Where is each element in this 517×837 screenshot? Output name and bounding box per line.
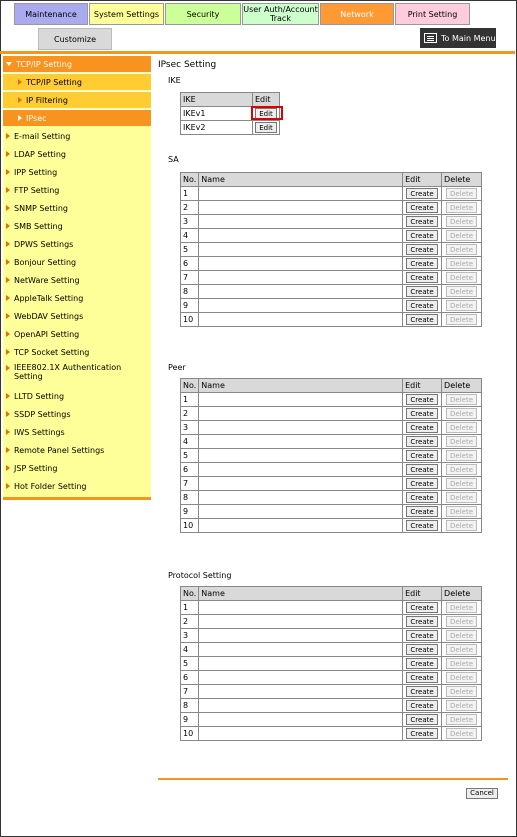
row-name [199, 271, 403, 285]
row-name [199, 435, 403, 449]
table-row [181, 629, 482, 643]
row-number: 7 [181, 685, 199, 699]
table-row [181, 601, 482, 615]
row-number: 5 [181, 449, 199, 463]
peer-delete-button[interactable]: Delete [446, 450, 477, 461]
table-row [181, 299, 482, 313]
row-number: 9 [181, 505, 199, 519]
peer-delete-button[interactable]: Delete [446, 478, 477, 489]
protocol-section-label: Protocol Setting [168, 571, 232, 580]
sidebar-item-ipp[interactable] [3, 164, 151, 180]
tab-print-setting-label: Print Setting [407, 9, 458, 19]
sidebar-item-label: AppleTalk Setting [14, 293, 84, 303]
sa-delete-button[interactable]: Delete [446, 202, 477, 213]
protocol-delete-button[interactable]: Delete [446, 616, 477, 627]
row-number: 6 [181, 257, 199, 271]
protocol-header-name: Name [199, 587, 403, 601]
protocol-create-button[interactable]: Create [406, 686, 437, 697]
tab-maintenance[interactable] [14, 3, 88, 25]
arrow-icon [6, 331, 10, 337]
sa-create-button[interactable]: Create [406, 202, 437, 213]
to-main-menu-button[interactable] [420, 28, 496, 48]
sa-header-edit: Edit [403, 173, 442, 187]
arrow-icon [18, 97, 22, 103]
sidebar-item-label: IEEE802.1X Authentication Setting [14, 363, 122, 381]
protocol-create-button[interactable]: Create [406, 728, 437, 739]
expanded-arrow-icon [6, 62, 12, 66]
arrow-icon [6, 187, 10, 193]
table-row [181, 229, 482, 243]
table-row [181, 271, 482, 285]
sa-create-button[interactable]: Create [406, 230, 437, 241]
sidebar-item-ieee8021x[interactable] [3, 363, 151, 385]
row-name [199, 477, 403, 491]
protocol-create-button[interactable]: Create [406, 658, 437, 669]
sidebar-item-jsp[interactable] [3, 460, 151, 476]
page-title: IPsec Setting [158, 60, 217, 70]
table-row [181, 435, 482, 449]
peer-delete-button[interactable]: Delete [446, 422, 477, 433]
row-number: 10 [181, 727, 199, 741]
row-name [199, 519, 403, 533]
peer-create-button[interactable]: Create [406, 464, 437, 475]
header-divider [0, 51, 515, 54]
sidebar-item-label: OpenAPI Setting [14, 329, 80, 339]
arrow-icon [6, 205, 10, 211]
arrow-icon [6, 259, 10, 265]
table-row [181, 285, 482, 299]
row-name [199, 285, 403, 299]
sidebar-item-lltd[interactable] [3, 388, 151, 404]
peer-delete-button[interactable]: Delete [446, 506, 477, 517]
table-row [181, 463, 482, 477]
sidebar-item-appletalk[interactable] [3, 290, 151, 306]
protocol-create-button[interactable]: Create [406, 630, 437, 641]
row-number: 1 [181, 393, 199, 407]
row-name [199, 421, 403, 435]
peer-header-edit: Edit [403, 379, 442, 393]
row-name [199, 727, 403, 741]
protocol-delete-button[interactable]: Delete [446, 644, 477, 655]
row-name [199, 657, 403, 671]
sidebar-item-iws[interactable] [3, 424, 151, 440]
sa-header-no: No. [181, 173, 199, 187]
sa-delete-button[interactable]: Delete [446, 272, 477, 283]
ike-section-label: IKE [168, 76, 181, 85]
table-row [181, 449, 482, 463]
protocol-create-button[interactable]: Create [406, 602, 437, 613]
protocol-delete-button[interactable]: Delete [446, 714, 477, 725]
peer-delete-button[interactable]: Delete [446, 464, 477, 475]
table-row [181, 713, 482, 727]
sa-header-name: Name [199, 173, 403, 187]
peer-delete-button[interactable]: Delete [446, 492, 477, 503]
sa-create-button[interactable]: Create [406, 286, 437, 297]
row-number: 6 [181, 671, 199, 685]
sidebar-item-label: Bonjour Setting [14, 257, 77, 267]
sa-delete-button[interactable]: Delete [446, 216, 477, 227]
arrow-icon [6, 241, 10, 247]
protocol-delete-button[interactable]: Delete [446, 686, 477, 697]
protocol-delete-button[interactable]: Delete [446, 658, 477, 669]
row-number: 2 [181, 201, 199, 215]
peer-create-button[interactable]: Create [406, 408, 437, 419]
sidebar-item-label: LLTD Setting [14, 391, 65, 401]
tab-security[interactable] [165, 3, 241, 25]
sidebar [3, 56, 151, 497]
sa-header-delete: Delete [442, 173, 482, 187]
row-name [199, 243, 403, 257]
ike-header-ike: IKE [181, 93, 253, 107]
peer-create-button[interactable]: Create [406, 492, 437, 503]
table-row [181, 313, 482, 327]
peer-table [180, 378, 482, 533]
row-name [199, 615, 403, 629]
table-row [181, 243, 482, 257]
row-name [199, 215, 403, 229]
row-number: 7 [181, 477, 199, 491]
peer-create-button[interactable]: Create [406, 506, 437, 517]
row-name [199, 299, 403, 313]
arrow-icon [6, 277, 10, 283]
tab-print-setting[interactable] [395, 3, 470, 25]
row-name [199, 629, 403, 643]
sidebar-item-snmp[interactable] [3, 200, 151, 216]
row-number: 10 [181, 313, 199, 327]
arrow-icon [18, 115, 22, 121]
tab-customize-label: Customize [54, 34, 96, 44]
table-row [181, 201, 482, 215]
sa-create-button[interactable]: Create [406, 314, 437, 325]
protocol-delete-button[interactable]: Delete [446, 602, 477, 613]
arrow-icon [6, 223, 10, 229]
peer-create-button[interactable]: Create [406, 520, 437, 531]
table-row [181, 519, 482, 533]
peer-delete-button[interactable]: Delete [446, 408, 477, 419]
sa-create-button[interactable]: Create [406, 258, 437, 269]
row-name [199, 449, 403, 463]
arrow-icon [6, 465, 10, 471]
peer-delete-button[interactable]: Delete [446, 394, 477, 405]
sa-delete-button[interactable]: Delete [446, 230, 477, 241]
peer-header-no: No. [181, 379, 199, 393]
arrow-icon [6, 483, 10, 489]
sidebar-item-label: IPsec [26, 113, 47, 123]
protocol-header-delete: Delete [442, 587, 482, 601]
sidebar-item-label: Remote Panel Settings [14, 445, 105, 455]
sa-delete-button[interactable]: Delete [446, 258, 477, 269]
sidebar-item-label: IP Filtering [26, 95, 68, 105]
protocol-delete-button[interactable]: Delete [446, 700, 477, 711]
peer-delete-button[interactable]: Delete [446, 520, 477, 531]
table-row [181, 491, 482, 505]
row-number: 1 [181, 601, 199, 615]
tab-security-label: Security [186, 9, 220, 19]
sidebar-item-ftp[interactable] [3, 182, 151, 198]
peer-section-label: Peer [168, 363, 186, 372]
arrow-icon [6, 447, 10, 453]
sa-table [180, 172, 482, 327]
peer-create-button[interactable]: Create [406, 422, 437, 433]
table-row [181, 393, 482, 407]
protocol-create-button[interactable]: Create [406, 700, 437, 711]
row-number: 9 [181, 713, 199, 727]
ikev2-edit-button[interactable]: Edit [255, 122, 277, 133]
row-name [199, 313, 403, 327]
protocol-table [180, 586, 482, 741]
sidebar-item-label: IWS Settings [14, 427, 65, 437]
content-bottom-line [158, 778, 508, 780]
highlight-box [251, 106, 283, 120]
row-number: 5 [181, 657, 199, 671]
table-row [181, 407, 482, 421]
sidebar-item-label: WebDAV Settings [14, 311, 84, 321]
peer-create-button[interactable]: Create [406, 436, 437, 447]
row-name [199, 229, 403, 243]
protocol-create-button[interactable]: Create [406, 616, 437, 627]
sidebar-item-label: IPP Setting [14, 167, 58, 177]
sidebar-item-webdav[interactable] [3, 308, 151, 324]
peer-create-button[interactable]: Create [406, 478, 437, 489]
peer-delete-button[interactable]: Delete [446, 436, 477, 447]
row-number: 10 [181, 519, 199, 533]
sa-create-button[interactable]: Create [406, 272, 437, 283]
row-number: 3 [181, 215, 199, 229]
row-number: 2 [181, 407, 199, 421]
row-number: 8 [181, 491, 199, 505]
table-row [181, 421, 482, 435]
sa-delete-button[interactable]: Delete [446, 300, 477, 311]
sidebar-item-tcp-socket[interactable] [3, 344, 151, 360]
table-row [181, 187, 482, 201]
row-number: 8 [181, 285, 199, 299]
sa-create-button[interactable]: Create [406, 216, 437, 227]
row-name [199, 601, 403, 615]
row-name [199, 393, 403, 407]
row-number: 3 [181, 629, 199, 643]
ike-header-edit: Edit [253, 93, 280, 107]
tab-system-settings[interactable] [89, 3, 164, 25]
sidebar-item-openapi[interactable] [3, 326, 151, 342]
sidebar-item-hot-folder[interactable] [3, 478, 151, 494]
row-name [199, 257, 403, 271]
tab-user-auth[interactable] [242, 3, 319, 25]
peer-create-button[interactable]: Create [406, 450, 437, 461]
sidebar-item-label: TCP Socket Setting [14, 347, 90, 357]
row-name [199, 685, 403, 699]
sidebar-item-dpws[interactable] [3, 236, 151, 252]
menu-icon [424, 33, 437, 43]
tab-customize[interactable] [38, 28, 112, 50]
tab-network-label: Network [340, 9, 374, 19]
ike-name-cell: IKEv2 [181, 121, 253, 135]
row-number: 9 [181, 299, 199, 313]
row-number: 3 [181, 421, 199, 435]
tab-network[interactable] [320, 3, 394, 25]
protocol-create-button[interactable]: Create [406, 714, 437, 725]
table-row [181, 257, 482, 271]
protocol-header-edit: Edit [403, 587, 442, 601]
row-name [199, 643, 403, 657]
row-name [199, 491, 403, 505]
peer-header-delete: Delete [442, 379, 482, 393]
sidebar-item-netware[interactable] [3, 272, 151, 288]
table-row [181, 685, 482, 699]
sa-delete-button[interactable]: Delete [446, 314, 477, 325]
tab-user-auth-label: User Auth/Account Track [243, 5, 318, 23]
row-name [199, 505, 403, 519]
sidebar-item-label: SNMP Setting [14, 203, 68, 213]
sidebar-subitem-ipsec[interactable] [3, 110, 151, 126]
arrow-icon [6, 349, 10, 355]
table-row [181, 671, 482, 685]
sidebar-item-label: LDAP Setting [14, 149, 66, 159]
protocol-delete-button[interactable]: Delete [446, 672, 477, 683]
arrow-icon [6, 169, 10, 175]
table-row [181, 657, 482, 671]
cancel-button[interactable]: Cancel [466, 788, 498, 799]
sidebar-item-label: TCP/IP Setting [26, 77, 82, 87]
arrow-icon [6, 411, 10, 417]
sidebar-bottom-line [3, 497, 151, 500]
protocol-delete-button[interactable]: Delete [446, 728, 477, 739]
sidebar-item-ssdp[interactable] [3, 406, 151, 422]
sidebar-item-label: NetWare Setting [14, 275, 80, 285]
row-name [199, 699, 403, 713]
sa-delete-button[interactable]: Delete [446, 286, 477, 297]
sidebar-item-ldap[interactable] [3, 146, 151, 162]
row-name [199, 463, 403, 477]
sidebar-item-smb[interactable] [3, 218, 151, 234]
table-row [181, 699, 482, 713]
sa-section-label: SA [168, 155, 179, 164]
row-number: 4 [181, 435, 199, 449]
sa-create-button[interactable]: Create [406, 188, 437, 199]
sidebar-item-label: TCP/IP Setting [16, 59, 72, 69]
table-row [181, 505, 482, 519]
sa-delete-button[interactable]: Delete [446, 188, 477, 199]
tab-maintenance-label: Maintenance [25, 9, 77, 19]
sidebar-item-label: DPWS Settings [14, 239, 74, 249]
row-number: 4 [181, 643, 199, 657]
arrow-icon [6, 313, 10, 319]
peer-header-name: Name [199, 379, 403, 393]
table-row [181, 615, 482, 629]
table-row [181, 727, 482, 741]
row-number: 7 [181, 271, 199, 285]
row-number: 1 [181, 187, 199, 201]
protocol-create-button[interactable]: Create [406, 644, 437, 655]
sa-delete-button[interactable]: Delete [446, 244, 477, 255]
arrow-icon [6, 133, 10, 139]
row-number: 2 [181, 615, 199, 629]
row-name [199, 201, 403, 215]
row-name [199, 187, 403, 201]
row-name [199, 713, 403, 727]
arrow-icon [6, 393, 10, 399]
arrow-icon [6, 151, 10, 157]
to-main-menu-label: To Main Menu [441, 33, 496, 43]
ike-name-cell: IKEv1 [181, 107, 253, 121]
row-number: 4 [181, 229, 199, 243]
arrow-icon [6, 295, 10, 301]
sidebar-item-tcpip-parent[interactable] [3, 56, 151, 72]
sa-create-button[interactable]: Create [406, 300, 437, 311]
row-name [199, 671, 403, 685]
sidebar-item-label: SSDP Settings [14, 409, 71, 419]
sidebar-item-label: SMB Setting [14, 221, 63, 231]
sidebar-item-label: FTP Setting [14, 185, 60, 195]
sidebar-item-email[interactable] [3, 128, 151, 144]
sidebar-subitem-ip-filtering[interactable] [3, 92, 151, 108]
table-row [181, 643, 482, 657]
row-name [199, 407, 403, 421]
peer-create-button[interactable]: Create [406, 394, 437, 405]
sidebar-subitem-tcpip[interactable] [3, 74, 151, 90]
row-number: 6 [181, 463, 199, 477]
sa-create-button[interactable]: Create [406, 244, 437, 255]
ikev1-edit-button[interactable]: Edit [255, 108, 277, 119]
protocol-delete-button[interactable]: Delete [446, 630, 477, 641]
sidebar-item-label: JSP Setting [14, 463, 58, 473]
sidebar-item-label: Hot Folder Setting [14, 481, 87, 491]
sidebar-item-remote-panel[interactable] [3, 442, 151, 458]
table-row [181, 215, 482, 229]
row-number: 5 [181, 243, 199, 257]
tab-system-settings-label: System Settings [93, 9, 160, 19]
protocol-create-button[interactable]: Create [406, 672, 437, 683]
sidebar-item-bonjour[interactable] [3, 254, 151, 270]
arrow-icon [6, 429, 10, 435]
arrow-icon [6, 365, 10, 371]
protocol-header-no: No. [181, 587, 199, 601]
arrow-icon [18, 79, 22, 85]
sidebar-item-label: E-mail Setting [14, 131, 71, 141]
row-number: 8 [181, 699, 199, 713]
table-row [181, 477, 482, 491]
